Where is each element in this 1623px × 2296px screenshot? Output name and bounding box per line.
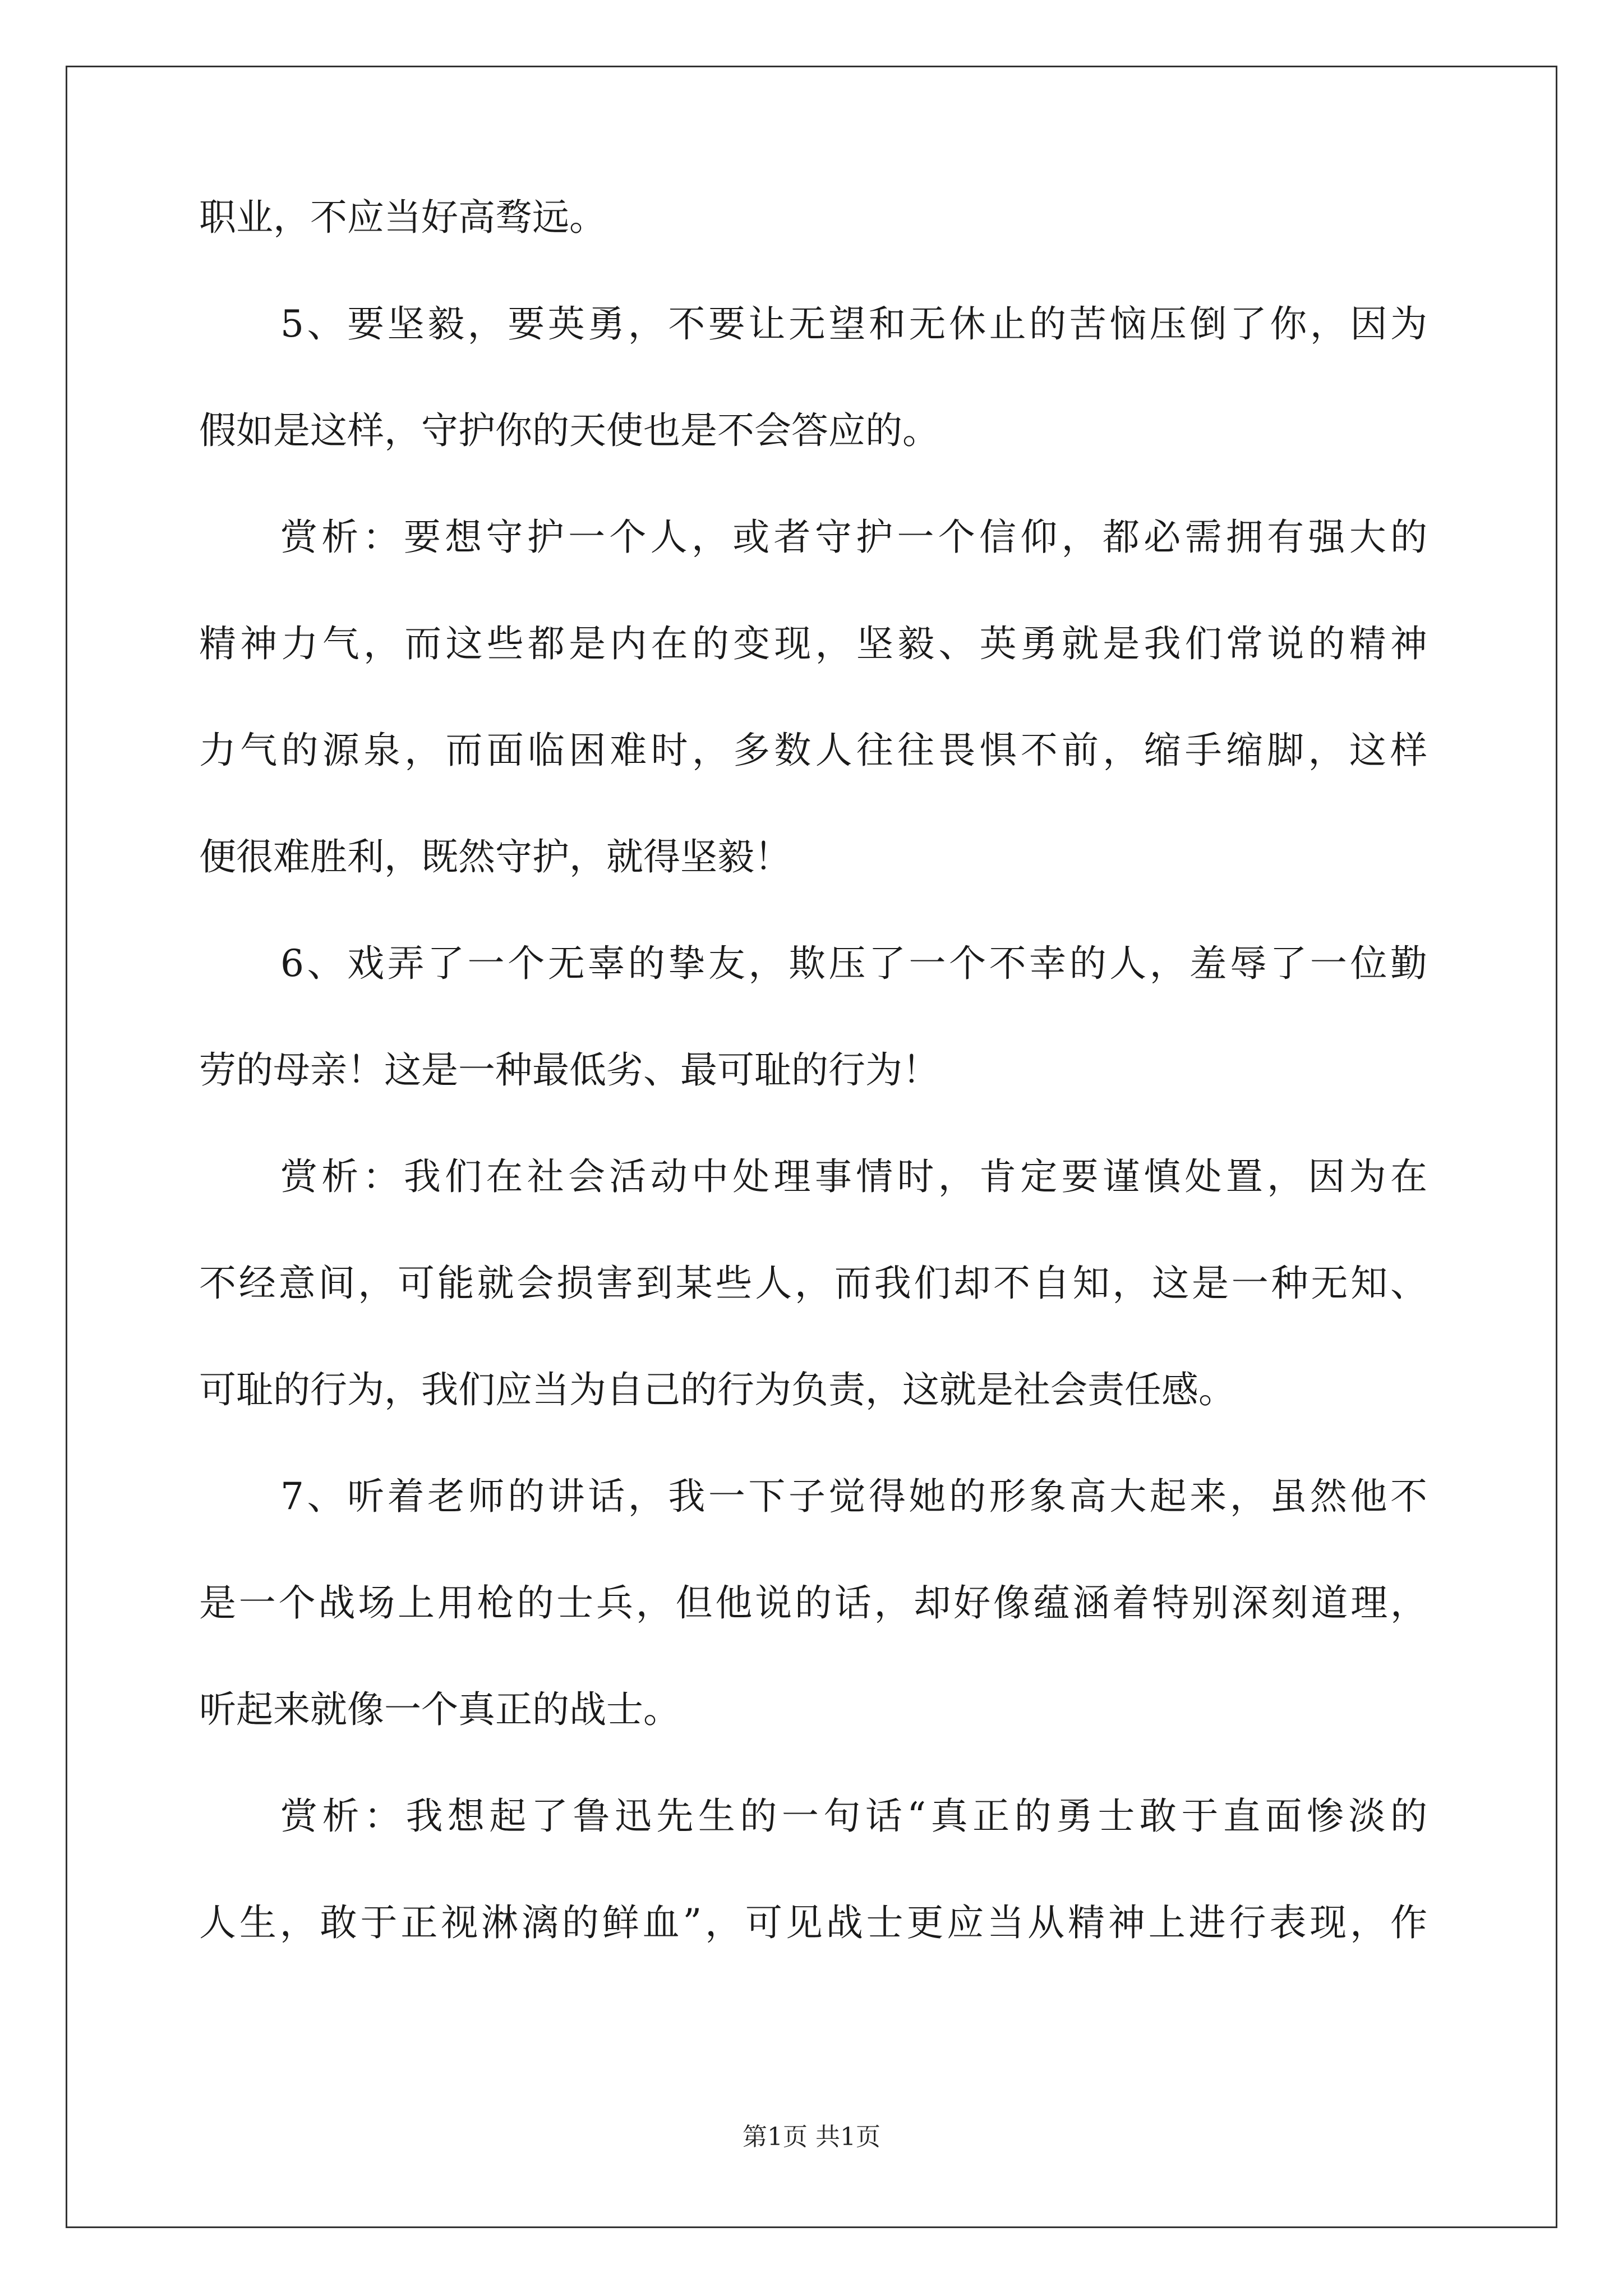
text-line: 5、要坚毅，要英勇，不要让无望和无休止的苦恼压倒了你，因为 (280, 302, 1427, 346)
text-line: 人生，敢于正视淋漓的鲜血”，可见战士更应当从精神上进行表现，作 (199, 1901, 1427, 1944)
text-line: 是一个战场上用枪的士兵，但他说的话，却好像蕴涵着特别深刻道理， (199, 1581, 1427, 1625)
text-line: 7、听着老师的讲话，我一下子觉得她的形象高大起来，虽然他不 (280, 1475, 1427, 1518)
text-line: 赏析：我想起了鲁迅先生的一句话“真正的勇士敢于直面惨淡的 (280, 1795, 1427, 1838)
text-line: 不经意间，可能就会损害到某些人，而我们却不自知，这是一种无知、 (199, 1262, 1427, 1305)
text-line: 职业，不应当好高骛远。 (199, 196, 606, 239)
text-line: 赏析：要想守护一个人，或者守护一个信仰，都必需拥有强大的 (280, 516, 1427, 559)
text-line: 假如是这样，守护你的天使也是不会答应的。 (199, 409, 939, 452)
text-line: 便很难胜利，既然守护，就得坚毅！ (199, 835, 791, 878)
text-line: 赏析：我们在社会活动中处理事情时，肯定要谨慎处置，因为在 (280, 1155, 1427, 1198)
text-line: 精神力气，而这些都是内在的变现，坚毅、英勇就是我们常说的精神 (199, 622, 1427, 665)
text-line: 6、戏弄了一个无辜的挚友，欺压了一个不幸的人，羞辱了一位勤 (280, 942, 1427, 985)
text-line: 可耻的行为，我们应当为自己的行为负责，这就是社会责任感。 (199, 1368, 1235, 1411)
page-number-footer: 第1页 共1页 (743, 2123, 880, 2151)
text-line: 力气的源泉，而面临困难时，多数人往往畏惧不前，缩手缩脚，这样 (199, 729, 1427, 772)
text-line: 听起来就像一个真正的战士。 (199, 1688, 680, 1731)
text-line: 劳的母亲！这是一种最低劣、最可耻的行为！ (199, 1048, 939, 1092)
